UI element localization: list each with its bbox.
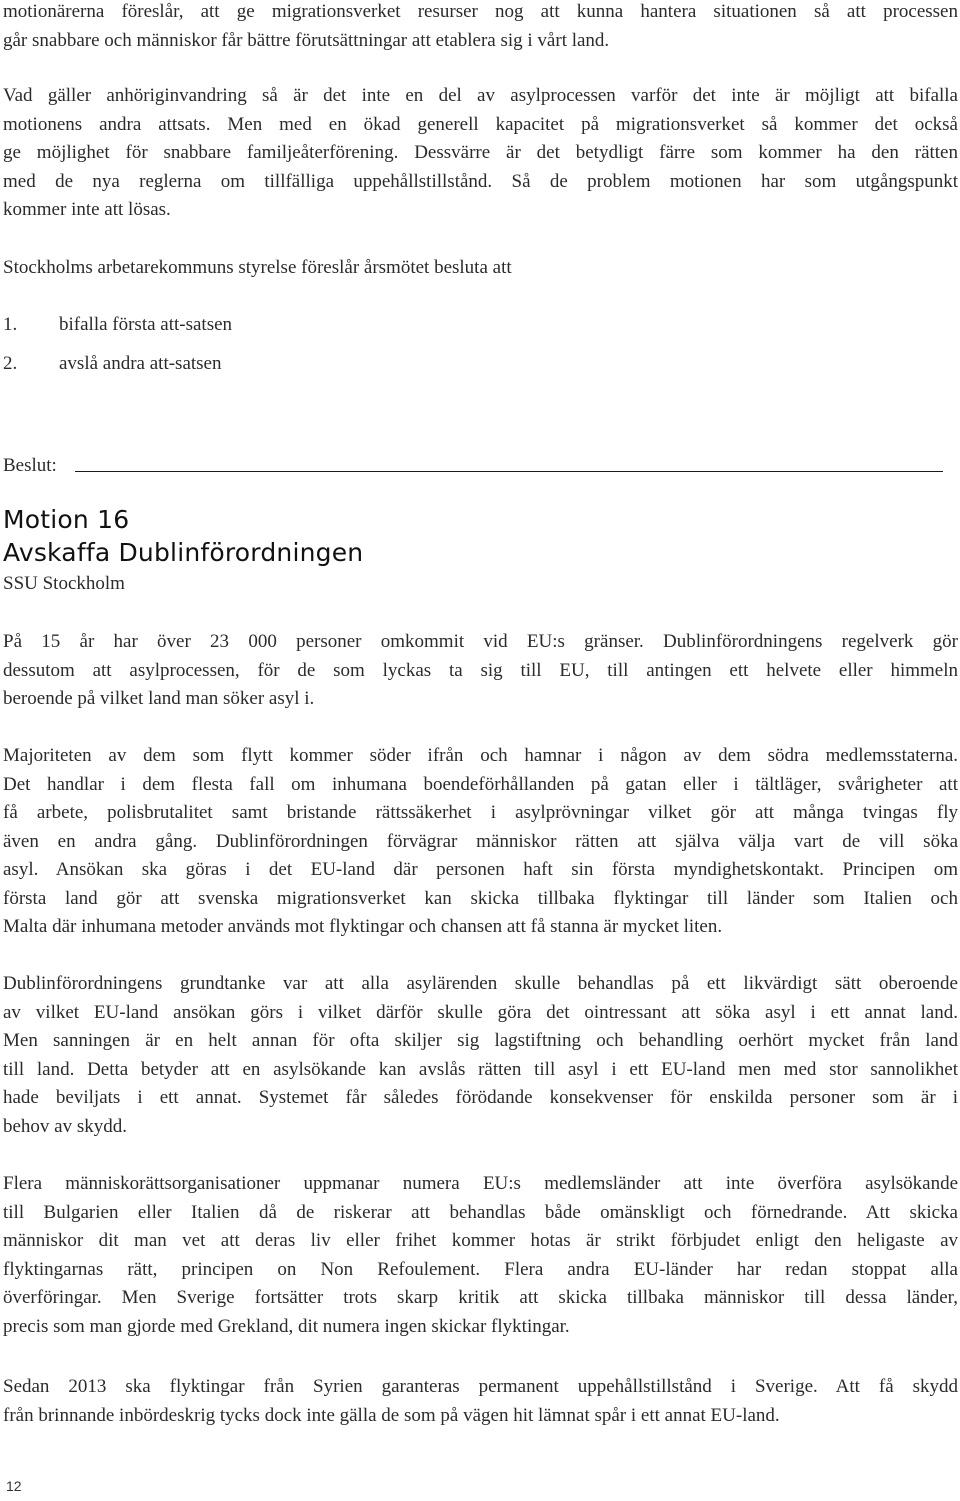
proposal-text — [3, 254, 958, 282]
text-line: från brinnande inbördeskrig tycks dock inte gälla de som på vägen hit lämnat spår i ett annat EU-land. — [3, 1404, 780, 1426]
text-line: motionärerna föreslår, att ge migrationsverket resurser nog att kunna hantera situationen så att processen — [3, 1, 958, 22]
text-line: precis som man gjorde med Grekland, dit numera ingen skickar flyktingar. — [3, 1315, 570, 1337]
text-line: Sedan 2013 ska flyktingar från Syrien garanteras permanent uppehållstillstånd i Sverige. Att få skydd — [3, 1376, 958, 1397]
text-line: På 15 år har över 23 000 personer omkommit vid EU:s gränser. Dublinförordningens regelverk gör — [3, 631, 958, 652]
text-line: till Bulgarien eller Italien då de riskerar att behandlas både omänskligt och förnedrande. Att skicka — [3, 1201, 958, 1223]
motion-author: SSU Stockholm — [3, 573, 125, 594]
list-item — [3, 350, 221, 378]
body-paragraph-3 — [3, 970, 958, 1141]
text-line: till land. Detta betyder att en asylsökande kan avslås rätten till asyl i ett EU-land men med stor sannolikhet — [3, 1058, 958, 1080]
text-line: dessutom att asylprocessen, för de som lyckas ta sig till EU, till antingen ett helvete eller himmeln — [3, 659, 958, 681]
text-line: Malta där inhumana metoder används mot flyktingar och chansen att få stanna är mycket liten. — [3, 916, 723, 937]
text-line: få arbete, polisbrutalitet samt bristande rättssäkerhet i asylprövningar vilket gör att många tvingas fly — [3, 802, 958, 823]
intro-paragraph-1 — [3, 0, 958, 55]
list-item-text: avslå andra att-satsen — [59, 353, 222, 374]
text-line: behov av skydd. — [3, 1115, 128, 1137]
body-paragraph-2 — [3, 742, 958, 942]
list-item-number: 1. — [3, 314, 18, 335]
body-paragraph-1 — [3, 628, 958, 714]
motion-number-heading: Motion 16 — [3, 505, 130, 534]
proposal-line: Stockholms arbetarekommuns styrelse föreslår årsmötet besluta att — [3, 257, 512, 278]
text-line: överföringar. Men Sverige fortsätter trots skarp kritik att skicka tillbaka människor till dessa länder, — [3, 1287, 958, 1308]
text-line: kommer inte att lösas. — [3, 199, 171, 220]
list-item — [3, 311, 232, 339]
text-line: hade beviljats i ett annat. Systemet får således förödande konsekvenser för enskilda personer som är i — [3, 1087, 958, 1108]
text-line: ge möjlighet för snabbare familjeåterförening. Dessvärre är det betydligt färre som kommer ha den rätten — [3, 142, 958, 163]
text-line: flyktingarnas rätt, principen on Non Refoulement. Flera andra EU-länder har redan stoppat alla — [3, 1258, 958, 1280]
text-line: går snabbare och människor får bättre förutsättningar att etablera sig i vårt land. — [3, 29, 610, 51]
text-line: första land gör att svenska migrationsverket kan skicka tillbaka flyktingar till länder som Italien och — [3, 887, 958, 909]
text-line: Vad gäller anhöriginvandring så är det inte en del av asylprocessen varför det inte är möjligt att bifalla — [3, 85, 958, 106]
text-line: människor dit man vet att deras liv eller frihet kommer hotas är strikt förbjudet enligt den heligaste av — [3, 1230, 958, 1251]
text-line: Majoriteten av dem som flytt kommer söder ifrån och hamnar i någon av dem södra medlemsstaterna. — [3, 745, 958, 766]
intro-paragraph-2 — [3, 82, 958, 225]
text-line: av vilket EU-land ansökan görs i vilket därför skulle göra det ointressant att söka asyl i ett annat land. — [3, 1001, 958, 1023]
text-line: Det handlar i dem flesta fall om inhumana boendeförhållanden på gatan eller i tältläger, svårigheter att — [3, 773, 958, 795]
text-line: asyl. Ansökan ska göras i det EU-land där personen haft sin första myndighetskontakt. Principen om — [3, 859, 958, 880]
decision-label: Beslut: — [3, 455, 57, 476]
text-line: beroende på vilket land man söker asyl i. — [3, 688, 315, 709]
body-paragraph-5 — [3, 1373, 958, 1430]
page-number: 12 — [6, 1478, 22, 1494]
list-item-number: 2. — [3, 353, 18, 374]
decision-underline — [75, 471, 943, 472]
body-paragraph-4 — [3, 1170, 958, 1341]
text-line: Flera människorättsorganisationer uppmanar numera EU:s medlemsländer att inte överföra asylsökande — [3, 1173, 958, 1194]
decision-field — [3, 452, 943, 480]
text-line: motionens andra attsats. Men med en ökad generell kapacitet på migrationsverket så kommer det också — [3, 113, 958, 135]
text-line: med de nya reglerna om tillfälliga uppehållstillstånd. Så de problem motionen har som utgångspunkt — [3, 170, 958, 192]
list-item-text: bifalla första att-satsen — [59, 314, 233, 335]
text-line: Men sanningen är en helt annan för ofta skiljer sig lagstiftning och behandling oerhört mycket från land — [3, 1030, 958, 1051]
text-line: även en andra gång. Dublinförordningen förvägrar människor rätten att själva välja vart de vill söka — [3, 830, 958, 852]
text-line: Dublinförordningens grundtanke var att alla asylärenden skulle behandlas på ett likvärdigt sätt oberoende — [3, 973, 958, 994]
motion-title-heading: Avskaffa Dublinförordningen — [3, 538, 364, 567]
